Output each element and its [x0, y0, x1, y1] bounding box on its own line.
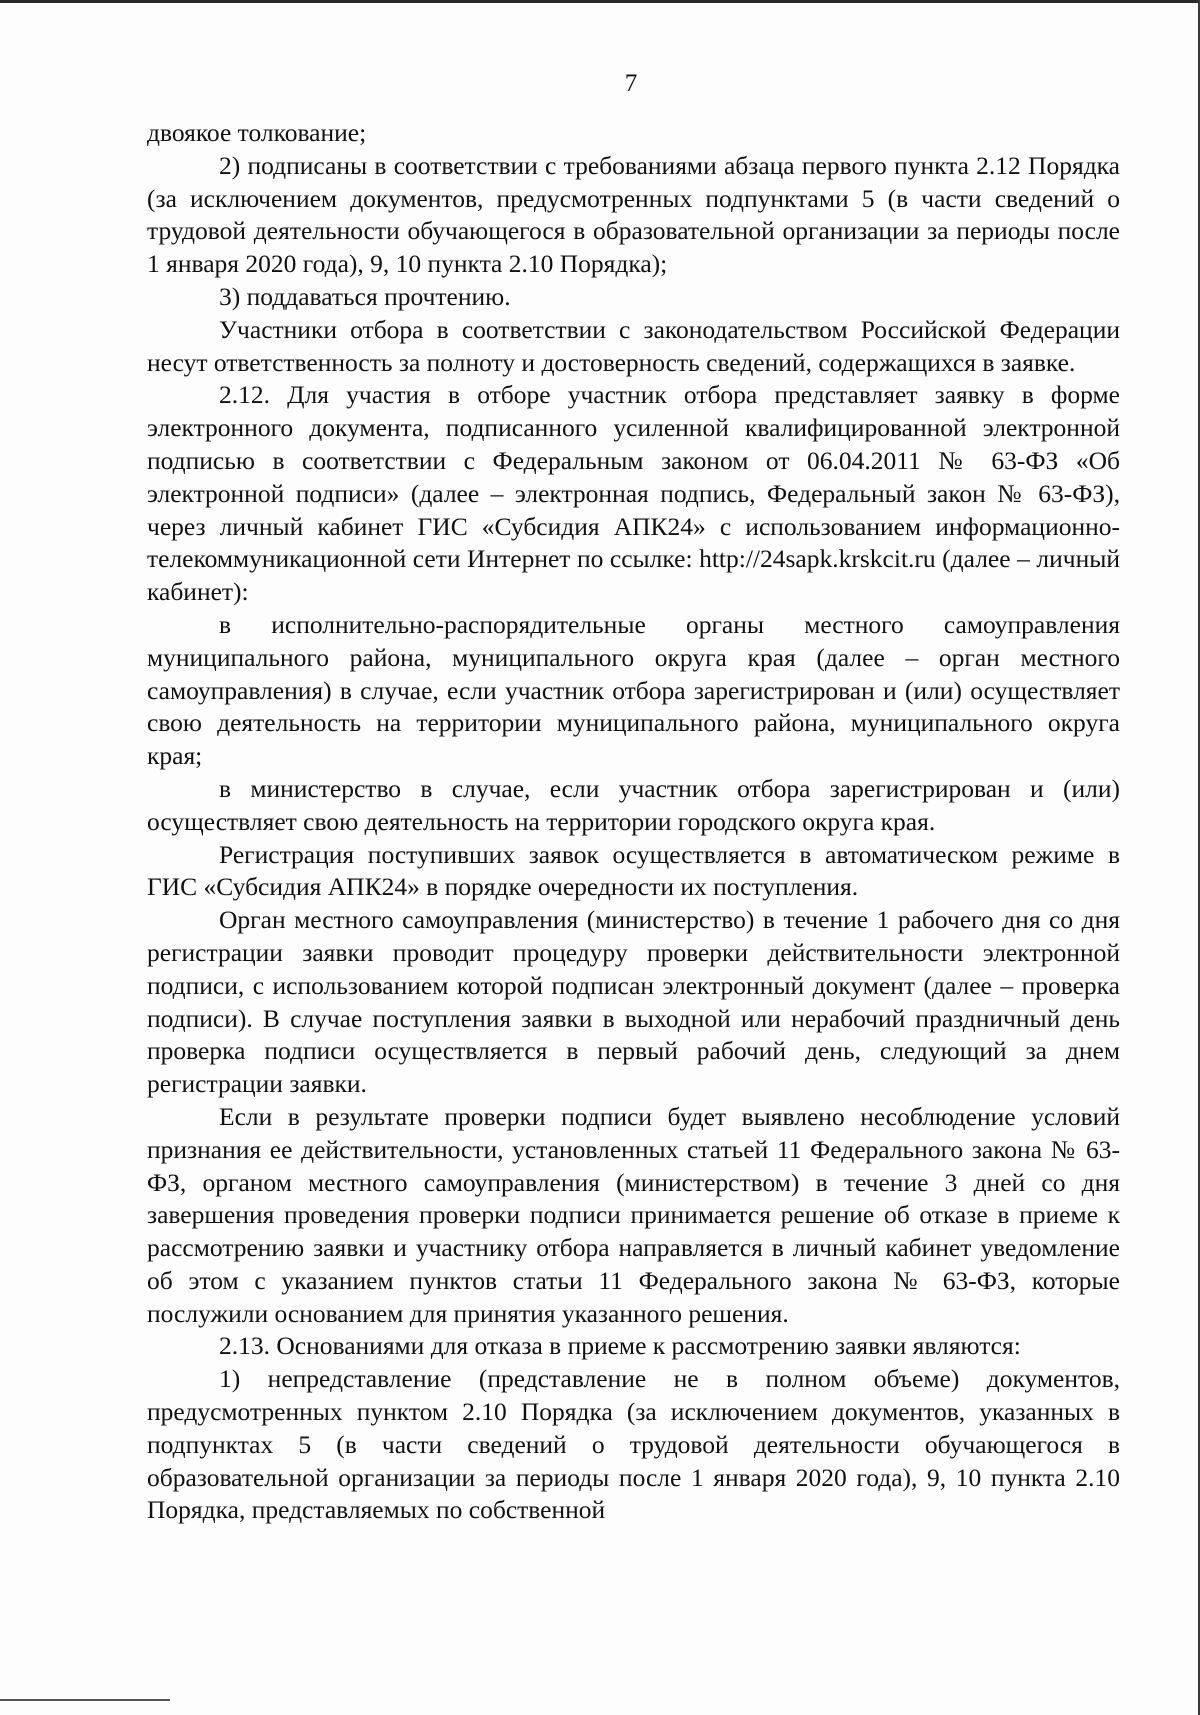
paragraph-3: 3) поддаваться прочтению. [219, 281, 511, 311]
paragraph-8: Регистрация поступивших заявок осуществляется в автоматическом режиме в ГИС «Субсидия АПК24» в порядке очередности их поступления. [147, 839, 1120, 902]
paragraph-1: двоякое толкование; [147, 118, 367, 147]
paragraph-2: 2) подписаны в соответствии с требованиями абзаца первого пункта 2.12 Порядка (за исключением документов, предусмотренных подпунктами 5 (в части сведений о трудовой деятельности обучающегося в образовательной организации за периоды после 1 января 2020 года), 9, 10 пункта 2.10 Порядка); [147, 150, 1120, 279]
paragraph-9: Орган местного самоуправления (министерство) в течение 1 рабочего дня со дня регистрации заявки проводит процедуру проверки действительности электронной подписи, с использованием которой подписан электронный документ (далее – проверка подписи). В случае поступления заявки в выходной или нерабочий праздничный день проверка подписи осуществляется в первый рабочий день, следующий за днем регистрации заявки. [147, 905, 1120, 1099]
paragraph-5: 2.12. Для участия в отборе участник отбора представляет заявку в форме электронного документа, подписанного усиленной квалифицированной электронной подписью в соответствии с Федеральным законом от 06.04.2011 № 63-ФЗ «Об электронной подписи» (далее – электронная подпись, Федеральный закон № 63-ФЗ), через личный кабинет ГИС «Субсидия АПК24» с использованием информационно-телекоммуникационной сети Интернет по ссылке: http://24sapk.krskcit.ru (далее – личный кабинет): [147, 380, 1120, 607]
paragraph-10: Если в результате проверки подписи будет выявлено несоблюдение условий признания ее действительности, установленных статьей 11 Федерального закона № 63-ФЗ, органом местного самоуправления (министерством) в течение 3 дней со дня завершения проведения проверки подписи принимается решение об отказе в приеме к рассмотрению заявки и участнику отбора направляется в личный кабинет уведомление об этом с указанием пунктов статьи 11 Федерального закона № 63-ФЗ, которые послужили основанием для принятия указанного решения. [147, 1101, 1120, 1328]
document-body [147, 117, 1120, 1527]
paragraph-12: 1) непредставление (представление не в полном объеме) документов, предусмотренных пунктом 2.10 Порядка (за исключением документов, указанных в подпунктах 5 (в части сведений о трудовой деятельности обучающегося в образовательной организации за периоды после 1 января 2020 года), 9, 10 пункта 2.10 Порядка, представляемых по собственной [147, 1364, 1120, 1525]
paragraph-11: 2.13. Основаниями для отказа в приеме к рассмотрению заявки являются: [219, 1331, 1021, 1361]
paragraph-7: в министерство в случае, если участник отбора зарегистрирован и (или) осуществляет свою деятельность на территории городского округа края. [147, 773, 1120, 836]
scan-edge-top [0, 0, 1200, 3]
page-number: 7 [624, 70, 638, 97]
paragraph-4: Участники отбора в соответствии с законодательством Российской Федерации несут ответственность за полноту и достоверность сведений, содержащихся в заявке. [147, 314, 1120, 377]
scan-edge-bottom [0, 1699, 170, 1701]
paragraph-6: в исполнительно-распорядительные органы местного самоуправления муниципального района, муниципального округа края (далее – орган местного самоуправления) в случае, если участник отбора зарегистрирован и (или) осуществляет свою деятельность на территории муниципального района, муниципального округа края; [147, 609, 1120, 771]
